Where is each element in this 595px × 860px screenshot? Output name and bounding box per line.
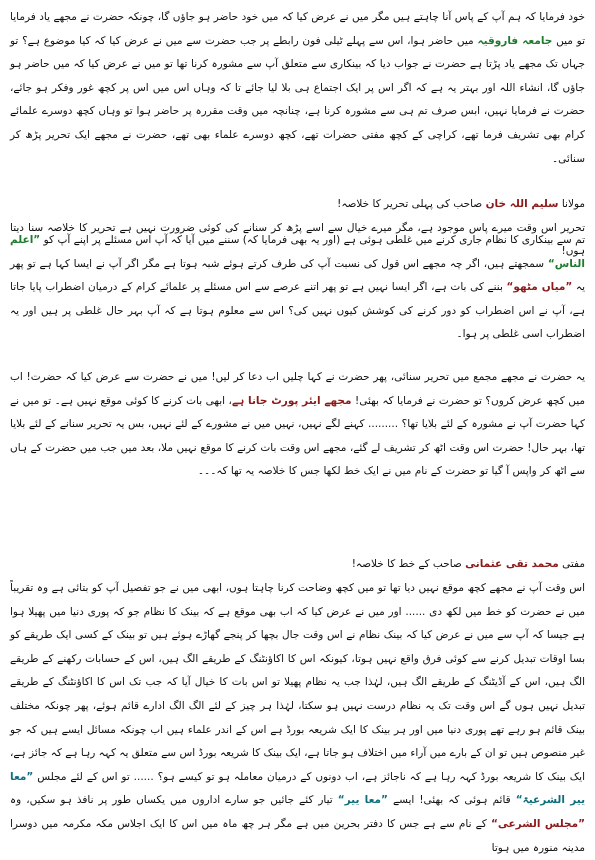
heading-text: مفتی [562,558,585,570]
highlight-name-saleemullah: سلیم اللہ خان [485,198,559,210]
text-run: ، ابھی بات کرنے کا کوئی موقع نہیں ہے۔ تو میں نے کہا حضرت آپ نے مشورہ کے لئے بلایا تھا؟ ......... کہنے لگے نہیں، نہیں میں نے مشورے کے لئے نہیں، بس یہ تحریر سنانے کے لئے بلایا تھا، بہر حال! حضرت اس وقت اٹھ کر تشریف لے گئے، مجھے اس وقت بات کرنے کا موقع نہیں ملا، بعد میں جب میں حضرت کے ہاں سے اٹھ کر واپس آ گیا تو حضرت کے نام میں نے ایک خط لکھا جس کا خلاصہ یہ تھا کہ۔۔۔ [10,394,585,478]
paragraph-letter-content [10,229,585,347]
text-run: خود فرمایا کہ ہم آپ کے پاس آنا چاہتے ہیں مگر میں نے عرض کیا کہ میں خود حاضر ہو جاؤں گا، چونکہ حضرت نے مجھے یاد فرمایا تو میں [10,11,585,47]
section-two-block [10,553,585,577]
heading-text: صاحب کے خط کا خلاصہ! [351,558,462,570]
highlight-maayir: ”معا ییر“ [337,794,388,807]
paragraph-letter-block [10,229,585,366]
paragraph-reply [10,577,585,860]
highlight-name-taqi-usmani: محمد تقی عثمانی [465,558,559,570]
heading-text: مولانا [561,198,585,210]
text-run: میں حاضر ہوا، اس سے پہلے ٹیلی فون رابطے پر جب حضرت سے میں نے عرض کیا کہ کیا موضوع ہے؟ تو جہاں تک مجھے یاد پڑتا ہے حضرت نے جواب دیا کہ بینکاری سے متعلق آپ سے مشورہ کرنا تھا تو میں نے عرض کیا کہ میں حاضر ہو جاؤں گا، انشاء اللہ اور بہتر یہ ہے کہ اگر اس پر ایک اجتماع ہی بلا لیا جائے تا کہ وہاں اس میں اس پر کچھ غور وفکر ہو جائے، حضرت نے فرمایا نہیں، ابس صرف تم ہی سے مشورہ کرنا ہے، چنانچہ میں وقت مقررہ پر حاضر ہوا تو وہاں کچھ دوسرے علمائے کرام بھی تشریف فرما تھے، کراچی کے کچھ مفتی حضرات تھے، کچھ دوسرے علماء بھی تھے، حضرت نے مجھے ایک تحریر پڑھ کر سنائی۔ [10,34,585,165]
text-run: تیار کئے جائیں جو سارے اداروں میں یکساں طور پر نافذ ہو سکیں، وہ [10,794,333,807]
text-run: قائم ہوئی کہ بھئی! ایسے [392,794,511,807]
text-run: یہ حضرت نے مجھے مجمع میں تحریر سنائی، پھر حضرت نے کہا چلیں اب دعا کر لیں! میں نے حضرت سے عرض کیا کہ حضرت! اب میں کچھ عرض کروں؟ تو حضرت نے فرمایا کہ بھئی! [10,371,585,407]
section-heading-reply-letter [10,553,585,577]
text-run: سمجھتے ہیں، اگر چہ مجھے اس قول کی نسبت آپ کی طرف کرتے ہوئے شبہ ہوتا ہے مگر اگر آپ نے ایسا کہا ہے تو پھر یہ [10,257,585,294]
highlight-airport: مجھے ایئر پورٹ جانا ہے [231,394,352,407]
paragraph-meeting-block [10,366,585,553]
text-run: تحریر اس وقت میرے پاس موجود ہے، مگر میرے خیال سے اسے پڑھ کر سنانے کی کوئی ضرورت نہیں ہے تحریر کا خلاصہ سنا دیتا ہوں! [10,221,585,258]
highlight-mian-mithu: ”میاں مٹھو“ [506,281,573,294]
highlight-majlis-shari: ”مجلس الشرعی“ [490,817,585,830]
text-run: اس وقت آپ نے مجھے کچھ موقع نہیں دیا تھا تو میں کچھ وضاحت کرنا چاہتا ہوں، ابھی میں نے جو تفصیل آپ کو بتائی ہے وہ تقریباً میں نے حضرت کو خط میں لکھ دی ...... اور میں نے عرض کیا کہ اب بھی موقع ہے کہ بینک کا نظام جو کہ پوری دنیا میں پھیلا ہوا ہے جیسا کہ آپ سے میں نے عرض کیا کہ بینک نظام نے اس وقت جال بچھا کر پنجے گھاڑے ہوئے ہیں تو بینک کے کسی ایک طریقے کو بسا اوقات تبدیل کرنے سے کوئی فرق واقع نہیں ہوتا، کیونکہ اس کا اکاؤنٹنگ کے طریقے الگ ہیں، اس کے حسابات رکھنے کے طریقے الگ ہیں، اس کے آڈیٹنگ کے طریقے الگ ہیں، لہٰذا جب یہ نظام پھیلا تو اس بات کا خیال آیا کہ جب تک اس کا اکاؤنٹنگ کے طریقے تبدیل نہیں ہوں گے اس وقت تک یہ نظام درست نہیں ہو سکتا، لہٰذا ہر چیز کے لئے الگ الگ ادارے قائم ہوئے، پھر چونکہ مختلف بینک قائم ہو رہے تھے پوری دنیا میں اور ہر بینک کا ایک شریعہ بورڈ ہے اس کے اندر علماء ہیں اب چونکہ مسائل ایسے ہیں کہ جو غیر منصوص ہیں تو ان کے بارے میں آراء میں اختلاف ہو جاتا ہے، ایک بینک کا شریعہ بورڈ اس سے متعلق یہ کہہ رہا ہے کہ جائز ہے، ایک بینک کا شریعہ بورڈ کہہ رہا ہے کہ ناجائز ہے، اب دونوں کے درمیان معاملہ ہو تو کیسے ہو؟ ...... تو اس کے لئے مجلس [10,582,585,783]
text-run: تم سے بینکاری کا نظام جاری کرنے میں غلطی ہوئی ہے (اور یہ بھی فرمایا کہ) سننے میں آیا کہ آپ اس مسئلے پر اپنے آپ کو [43,234,586,246]
text-run: بننے کی بات ہے، اگر ایسا نہیں ہے تو پھر اتنے عرصے سے اس مسئلے پر علمائے کرام کے درمیان اضطراب پایا جاتا ہے، آپ نے اس اضطراب کو دور کرنے کی کوشش کیوں نہیں کی؟ اس سے معلوم ہوتا ہے کہ آپ بہر حال غلطی پر ہیں اور یہ اضطراب اسی غلطی پر ہوا۔ [10,281,585,341]
heading-text: صاحب کی پہلی تحریر کا خلاصہ! [337,198,483,210]
paragraph-intro-block [10,6,585,193]
paragraph-intro [10,6,585,171]
highlight-maayir-shariya: ”معا ییر الشرعیۃ“ [10,770,586,807]
paragraph-reply-block [10,577,586,854]
highlight-alam-unnas: ”اعلم الناس“ [10,234,585,270]
highlight-jamia-farooqia: جامعہ فاروقیہ [477,34,553,47]
paragraph-meeting [10,366,585,484]
section-heading-first-letter [10,193,585,217]
text-run: کے نام سے ہے جس کا دفتر بحرین میں ہے مگر ہر چھ ماہ میں اس کا ایک اجلاس مکہ مکرمہ میں دوسرا مدینہ منورہ میں ہوتا [10,817,585,854]
